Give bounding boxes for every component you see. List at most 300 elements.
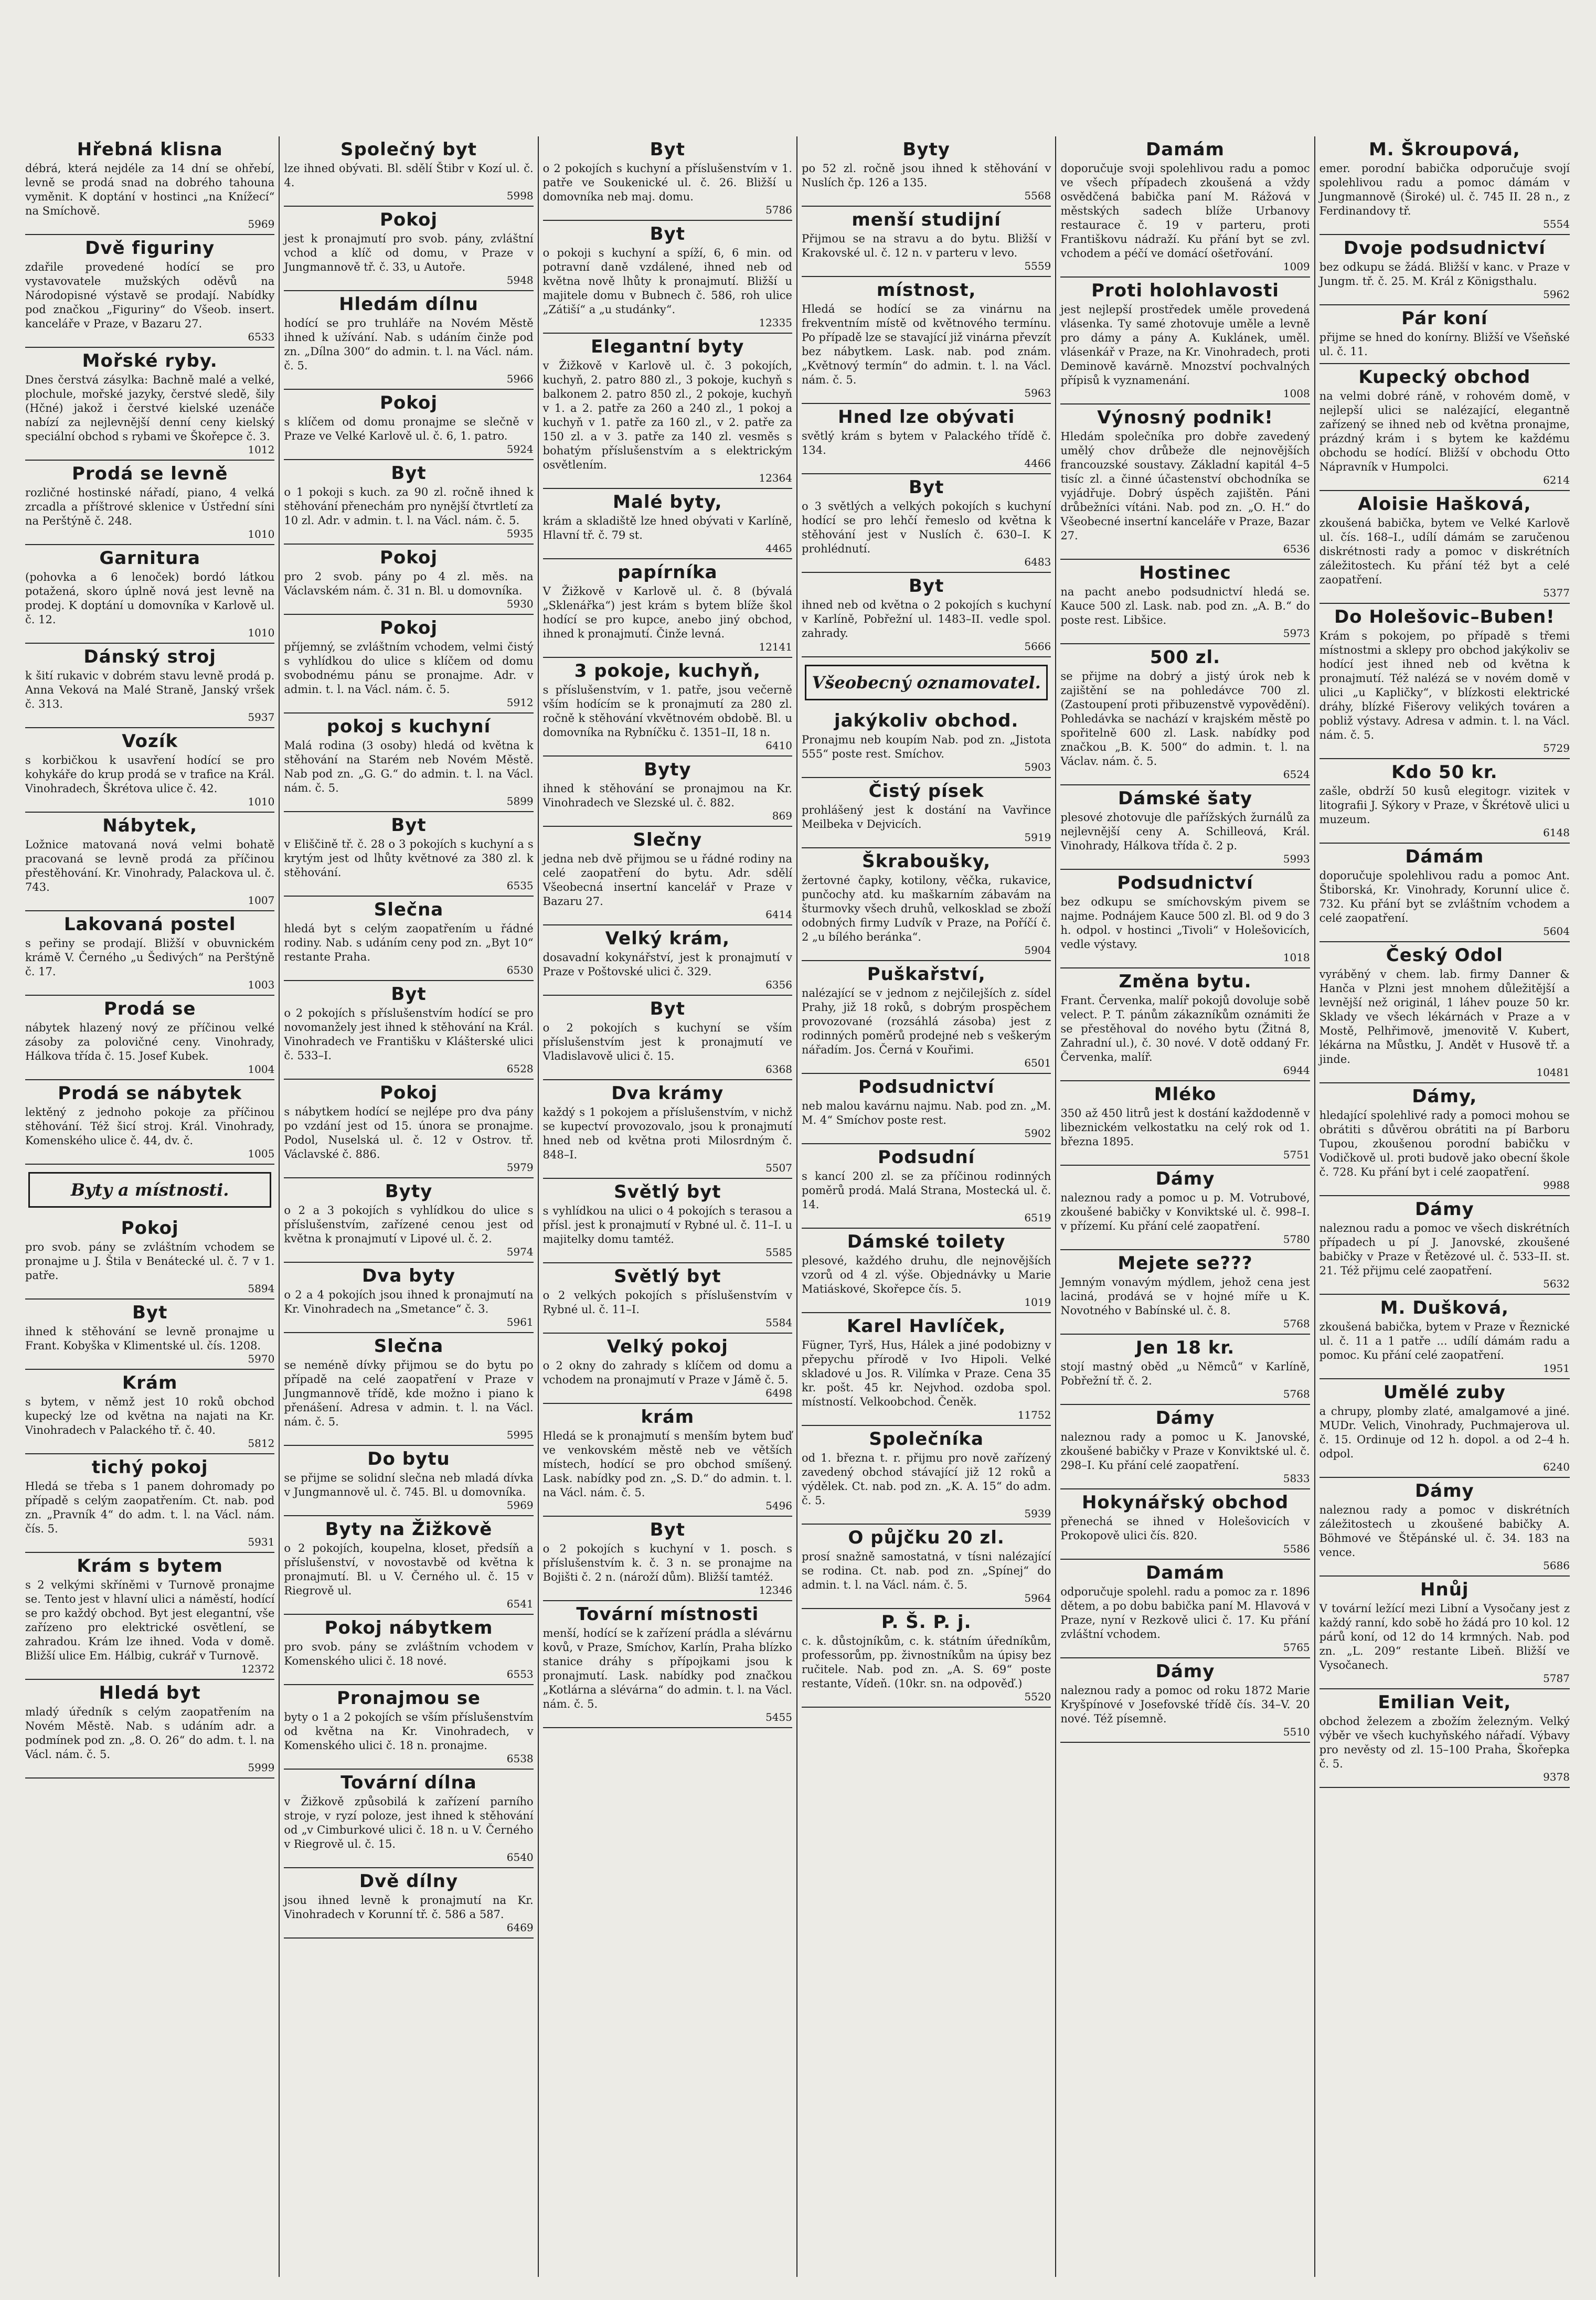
ad-body: lze ihned obývati. Bl. sdělí Štibr v Kozí ul. č. 4.	[284, 162, 534, 189]
ad-heading: Jen 18 kr.	[1135, 1337, 1235, 1358]
ad-code: 5962	[1543, 288, 1570, 301]
classified-ad	[25, 235, 274, 348]
classified-ad	[1060, 560, 1310, 644]
classified-ad	[284, 1868, 533, 1939]
ad-body: žertovné čapky, kotilony, věčka, rukavice, punčochy atd. ku maškarním zábavám na šturmovky všech druhů, velkosklad se zboží odobných firmy Ludvík v Praze, na Poříčí č. 2 „u bílého beránka“.	[802, 874, 1051, 943]
ad-code: 9988	[1543, 1179, 1570, 1191]
ad-code: 5904	[1024, 944, 1051, 956]
ad-heading: Byty	[385, 1181, 433, 1202]
ad-code: 5604	[1543, 925, 1570, 938]
ad-code: 5666	[1024, 640, 1051, 653]
classified-ad	[1060, 644, 1310, 785]
classified-ad	[1320, 844, 1570, 942]
ad-heading: Byt	[908, 576, 944, 597]
classified-ad	[802, 1144, 1051, 1229]
ad-body: naleznou rady a pomoc u p. M. Votrubové, zkoušené babičky v Konviktské ul. č. 998–I. v přízemí. Ku přání celé zaopatření.	[1060, 1191, 1310, 1232]
ad-code: 6528	[506, 1062, 534, 1075]
classified-ad	[543, 925, 792, 996]
ad-heading: Dánský stroj	[83, 646, 216, 667]
ad-heading: Hostinec	[1139, 562, 1231, 583]
ad-heading: Prodá se nábytek	[58, 1083, 242, 1104]
ad-code: 5970	[248, 1353, 275, 1365]
ad-heading: Byty na Žižkově	[325, 1519, 493, 1540]
ad-code: 5765	[1283, 1641, 1310, 1654]
ad-code: 5768	[1283, 1388, 1310, 1400]
ad-body: ihned neb od května o 2 pokojích s kuchyní v Karlíně, Pobřežní ul. 1483–II. vedle spol. zahrady.	[802, 599, 1051, 640]
ad-body: světlý krám s bytem v Palackého třídě č. 134.	[802, 430, 1051, 456]
classified-ad	[284, 1770, 533, 1868]
ad-heading: Byt	[391, 984, 427, 1005]
classified-ad	[284, 1615, 533, 1685]
classified-ad	[543, 1404, 792, 1517]
ad-body: prosí snažně samostatná, v tísni nalézající se rodina. Ct. nab. pod zn. „Spínej“ do admin. t. l. na Václ. nám. č. 5.	[802, 1550, 1051, 1591]
column-2	[280, 136, 538, 2277]
classified-ad	[25, 136, 274, 235]
classified-ad	[1320, 1196, 1570, 1295]
ad-code: 10481	[1536, 1066, 1570, 1079]
ad-body: o 2 pokojích s kuchyní se vším příslušenstvím jest k pronajmutí ve Vladislavově ulici č. 15.	[542, 1021, 792, 1062]
ad-code: 5902	[1024, 1127, 1051, 1140]
ad-body: zašle, obdrží 50 kusů elegitogr. vizitek v litografii J. Sýkory v Praze, v Škrétově ulici u muzeum.	[1319, 785, 1570, 826]
ad-code: 5554	[1543, 218, 1570, 230]
ad-code: 12372	[241, 1663, 275, 1675]
ad-body: od 1. března t. r. přijmu pro nově zařízený zavedený obchod stávající již 12 roků a výdělek. Ct. nab. pod zn. „K. A. 15“ do adm. č. 5.	[802, 1452, 1051, 1507]
classified-ad	[1060, 278, 1310, 404]
ad-body: na velmi dobré ráně, v rohovém domě, v nejlepší ulici se nalézající, elegantně zařízený se ihned neb od května pronajme, prázdný krám i s bytem ke každému obchodu se hodící. Bližší v obchodu Otto Nápravník v Humpolci.	[1319, 390, 1570, 473]
ad-heading: Podsudnictví	[858, 1077, 995, 1098]
classified-ad	[1320, 1379, 1570, 1478]
ad-code: 1007	[248, 894, 275, 907]
ad-heading: Prodá se levně	[71, 463, 228, 484]
ad-heading: Byt	[908, 477, 944, 498]
ad-code: 4466	[1024, 457, 1051, 470]
ad-code: 5507	[765, 1162, 792, 1174]
classified-ad	[284, 136, 533, 207]
ad-heading: Mejete se???	[1118, 1253, 1253, 1274]
ad-body: v Žižkově způsobilá k zařízení parního stroje, v ryzí poloze, jest ihned k stěhování od „v Cimburkové ulici č. 18 n. u V. Černého v Riegrově ul. č. 15.	[284, 1795, 534, 1850]
ad-code: 6541	[506, 1598, 534, 1610]
classified-ad	[284, 207, 533, 291]
ad-body: (pohovka a 6 lenoček) bordó látkou potažená, skoro úplně nová jest levně na prodej. K doptání u domovníka v Karlově ul. č. 12.	[25, 571, 275, 626]
ad-heading: Dámské šaty	[1118, 788, 1252, 809]
ad-heading: Podsudnictví	[1117, 872, 1253, 893]
ad-heading: Společný byt	[340, 139, 477, 160]
ad-code: 6519	[1024, 1211, 1051, 1224]
classified-ad	[1320, 1478, 1570, 1577]
ad-heading: Dámy	[1155, 1661, 1215, 1682]
ad-body: naleznou rady a pomoc od roku 1872 Marie Kryšpínové v Josefovské třídě čís. 34–V. 20 nové. Též písemně.	[1060, 1684, 1310, 1725]
classified-ad	[284, 1685, 533, 1770]
ad-heading: Slečna	[374, 1336, 444, 1357]
ad-body: jest nejlepší prostředek uměle provedená vlásenka. Ty samé zhotovuje uměle a levně pro dámy a pány A. Kuklánek, uměl. vlásenkář v Praze, na Kr. Vinohradech, proti Deminově kavárně. Mnozství pochvalných přípisů k vyznamenání.	[1060, 303, 1310, 387]
ad-body: o pokoji s kuchyní a spíží, 6, 6 min. od potravní daně vzdálené, ihned neb od května nově lhůty k pronajmutí. Bližší u majitele domu v Bubnech č. 586, roh ulice „Zátiší“ a „u studánky“.	[542, 247, 792, 316]
ad-body: Hledám společníka pro dobře zavedený umělý chov drůbeže dle nejnovějších francouzské soustavy. Základní kapitál 4–5 tisíc zl. a činné účastenství obchodníka se vyjádřuje. Dobrý úspěch zajištěn. Páni drůbežníci vítáni. Nab. pod zn. „O. H.“ do Všeobecné insertní kanceláře v Praze, Bazar 27.	[1060, 430, 1310, 542]
ad-code: 5568	[1024, 189, 1051, 202]
ad-body: pro 2 svob. pány po 4 zl. měs. na Václavském nám. č. 31 n. Bl. u domovníka.	[284, 570, 534, 597]
ad-body: přijme se hned do konírny. Bližší ve Všeňské ul. č. 11.	[1319, 331, 1570, 358]
ad-code: 12141	[759, 641, 792, 653]
classified-ad	[1060, 1489, 1310, 1560]
ad-heading: Elegantní byty	[591, 336, 744, 357]
ad-code: 5995	[506, 1429, 534, 1441]
ad-heading: Kupecký obchod	[1358, 367, 1531, 388]
ad-code: 5993	[1283, 853, 1310, 865]
ad-heading: krám	[641, 1407, 695, 1428]
classified-ad	[25, 348, 274, 461]
ad-body: každý s 1 pokojem a příslušenstvím, v nichž se kupectví provozovalo, jsou k pronajmutí hned neb od května proti Milosrdným č. 848–I.	[542, 1106, 792, 1161]
classified-ad	[25, 996, 274, 1080]
ad-code: 12364	[759, 472, 792, 484]
ad-code: 5833	[1283, 1472, 1310, 1485]
ad-heading: Světlý byt	[614, 1266, 721, 1287]
ad-body: o 3 světlých a velkých pokojích s kuchyní hodící se pro lehčí řemeslo od května k stěhování jest v Nuslích č. 630–I. K prohlédnutí.	[802, 500, 1051, 555]
ad-heading: Hnůj	[1420, 1579, 1469, 1600]
classified-ad	[284, 897, 533, 981]
ad-heading: Byt	[650, 1519, 685, 1540]
ad-body: Přijmou se na stravu a do bytu. Bližší v Krakovské ul. č. 12 n. v parteru v levo.	[802, 232, 1051, 259]
ad-heading: Do Holešovic–Buben!	[1334, 606, 1555, 627]
ad-body: k šití rukavic v dobrém stavu levně prodá p. Anna Veková na Malé Straně, Janský vršek č. 313.	[25, 669, 275, 710]
classified-ad	[284, 812, 533, 897]
ad-heading: Tovární dílna	[341, 1772, 477, 1793]
ad-code: 1018	[1283, 951, 1310, 964]
ad-code: 9378	[1543, 1771, 1570, 1783]
ad-heading: Hned lze obývati	[838, 407, 1015, 428]
ad-code: 6533	[248, 331, 275, 343]
ad-code: 5899	[506, 795, 534, 807]
classified-ad	[1320, 759, 1570, 844]
ad-code: 1012	[248, 443, 275, 456]
ad-body: V tovární ležící mezi Libní a Vysočany jest z každý ranní, kdo sobě ho žádá pro 10 kol. 12 párů koní, od 12 do 14 krmných. Nab. pod zn. „L. 209“ restante Libeň. Bližší ve Vysočanech.	[1319, 1602, 1570, 1671]
classified-ad	[543, 658, 792, 757]
ad-code: 6483	[1024, 556, 1051, 568]
classified-ad	[284, 1446, 533, 1516]
classified-ad	[1320, 305, 1570, 364]
ad-body: Malá rodina (3 osoby) hledá od května k stěhování na Starém neb Novém Městě. Nab pod zn. „G. G.“ do admin. t. l. na Václ. nám. č. 5.	[284, 739, 534, 794]
ad-heading: Dámy	[1155, 1168, 1215, 1189]
ad-code: 6944	[1283, 1064, 1310, 1077]
ad-heading: Garnitura	[99, 548, 200, 569]
ad-body: hledající spolehlivé rady a pomoci mohou se obrátiti s důvěrou obrátiti na pí Barboru Tupou, zkoušenou porodní babičku v Vodičkově ul. proti budově jako obecní škole č. 728. Ku přání byt i celé zaopatření.	[1319, 1109, 1570, 1178]
ad-heading: Dámy	[1155, 1408, 1215, 1429]
ad-code: 5963	[1024, 387, 1051, 399]
classified-ad	[802, 277, 1051, 404]
ad-body: s kancí 200 zl. se za příčinou rodinných poměrů prodá. Malá Strana, Mostecká ul. č. 14.	[802, 1170, 1051, 1211]
classified-ad	[1320, 1577, 1570, 1689]
ad-heading: Pokoj	[379, 617, 438, 638]
ad-code: 6410	[765, 739, 792, 752]
classified-ad	[543, 559, 792, 658]
classified-ad	[543, 1517, 792, 1601]
ad-heading: Pokoj	[379, 392, 438, 413]
classified-ad	[802, 778, 1051, 848]
ad-heading: M. Dušková,	[1380, 1297, 1509, 1318]
classified-ad	[25, 545, 274, 644]
ad-heading: Hledá byt	[99, 1683, 201, 1703]
ad-body: o 2 pokojích s kuchyní a příslušenstvím v 1. patře ve Soukenické ul. č. 26. Bližší u domovníka neb maj. domu.	[542, 162, 792, 203]
classified-ad	[1060, 1166, 1310, 1250]
ad-heading: Byt	[132, 1302, 168, 1323]
ad-body: o 2 pokojích, koupelna, kloset, předsíň a příslušenství, v novostavbě od května k pronajmutí. Bl. u V. Černého ul. č. 15 v Riegrově ul.	[284, 1542, 534, 1597]
classified-ad	[1060, 1250, 1310, 1335]
ad-code: 6553	[506, 1668, 534, 1680]
ad-body: naleznou rady a pomoc v diskrétních záležitostech u zkoušené babičky A. Böhmové ve Štěpánské ul. č. 34. 183 na vence.	[1319, 1504, 1570, 1559]
ad-body: krám a skladiště lze hned obývati v Karlíně, Hlavní tř. č. 79 st.	[542, 515, 792, 541]
ad-heading: Světlý byt	[614, 1181, 721, 1202]
ad-body: Krám s pokojem, po případě s třemi místnostmi a sklepy pro obchod jakýkoliv se hodící jest ihned neb od května k pronajmutí. Též nalézá se v novém domě v ulici „u Kapličky“, v blízkosti elektrické dráhy, blízké Fišerovy velikých továren a pobliž výstavy. Adresa v admin. t. l. na Václ. nám. č. 5.	[1319, 630, 1570, 741]
ad-code: 6414	[765, 908, 792, 921]
ad-heading: Karel Havlíček,	[847, 1316, 1006, 1337]
newspaper-page	[21, 136, 1574, 2277]
ad-heading: Emilian Veit,	[1378, 1692, 1512, 1713]
ad-heading: Byty	[902, 139, 950, 160]
ad-code: 5930	[506, 598, 534, 610]
ad-body: byty o 1 a 2 pokojích se vším příslušenstvím od května na Kr. Vinohradech, v Komenského ulici č. 18 n. pronajme.	[284, 1711, 534, 1752]
ad-heading: P. Š. P. j.	[881, 1612, 972, 1633]
ad-code: 5964	[1024, 1592, 1051, 1604]
ad-heading: 3 pokoje, kuchyň,	[574, 661, 761, 682]
ad-code: 5520	[1024, 1690, 1051, 1703]
ad-body: jest k pronajmutí pro svob. pány, zvláštní vchod a klíč od domu, v Praze v Jungmannově tř. č. 33, u Autoře.	[284, 232, 534, 273]
classified-ad	[802, 1074, 1051, 1144]
ad-body: hodící se pro truhláře na Novém Městě ihned k užívání. Nab. s udáním činže pod zn. „Dílna 300“ do admin. t. l. na Václ. nám. č. 5.	[284, 317, 534, 372]
classified-ad	[543, 334, 792, 489]
classified-ad	[25, 644, 274, 728]
ad-body: pro svob. pány se zvláštním vchodem v Komenského ulici č. 18 nové.	[284, 1641, 534, 1667]
classified-ad	[802, 708, 1051, 778]
ad-code: 5455	[765, 1711, 792, 1723]
classified-ad	[25, 1370, 274, 1454]
classified-ad	[802, 573, 1051, 657]
ad-body: o 2 a 3 pokojích s vyhlídkou do ulice s příslušenstvím, zařízené cenou jest od května k pronajmutí v Lipové ul. č. 2.	[284, 1204, 534, 1245]
ad-code: 5979	[506, 1161, 534, 1174]
ad-body: naleznou rady a pomoc u K. Janovské, zkoušené babičky v Praze v Konviktské ul. č. 298–I. Ku přání celé zaopatření.	[1060, 1431, 1310, 1472]
ad-code: 5969	[248, 218, 275, 230]
ad-code: 12335	[759, 316, 792, 329]
ad-code: 1019	[1024, 1296, 1051, 1308]
ad-heading: Pokoj nábytkem	[324, 1617, 493, 1638]
classified-ad	[802, 1525, 1051, 1609]
ad-body: o 2 okny do zahrady s klíčem od domu a vchodem na pronajmutí v Praze v Jámě č. 5.	[542, 1359, 792, 1386]
ad-heading: Dámy,	[1412, 1086, 1477, 1107]
ad-heading: Dámám	[1405, 846, 1484, 867]
ad-body: o 2 a 4 pokojích jsou ihned k pronajmutí na Kr. Vinohradech na „Smetance“ č. 3.	[284, 1289, 534, 1315]
classified-ad	[1320, 491, 1570, 604]
ad-body: přenechá se ihned v Holešovicích v Prokopově ulici čís. 820.	[1060, 1515, 1310, 1542]
ad-heading: Prodá se	[103, 998, 196, 1019]
ad-heading: Podsudní	[878, 1147, 975, 1168]
ad-heading: menší studijní	[852, 209, 1001, 230]
ad-heading: Umělé zuby	[1383, 1382, 1506, 1403]
ad-body: ihned k stěhování se levně pronajme u Frant. Kobyška v Klimentské ul. čís. 1208.	[25, 1325, 275, 1352]
ad-body: o 2 pokojích s příslušenstvím hodící se pro novomanžely jest ihned k stěhování na Král. Vinohradech ve Františku v Klášterské ulici č. 533–I.	[284, 1007, 534, 1062]
ad-heading: Společníka	[869, 1429, 984, 1450]
ad-code: 1003	[248, 978, 275, 991]
classified-ad	[543, 1263, 792, 1334]
classified-ad	[802, 207, 1051, 277]
ad-code: 5585	[765, 1246, 792, 1259]
classified-ad	[802, 961, 1051, 1074]
ad-code: 5931	[248, 1536, 275, 1548]
classified-ad	[1320, 1689, 1570, 1788]
ad-body: Frant. Červenka, malíř pokojů dovoluje sobě velect. P. T. pánům zákazníkům oznámiti že se přestěhoval do nového bytu (Žitná 8, Zahradní ul.), č. 30 nové. V dotě oddaný Fr. Červenka, malíř.	[1060, 994, 1310, 1063]
ad-code: 5751	[1283, 1148, 1310, 1161]
classified-ad	[284, 1516, 533, 1615]
ad-heading: Pokoj	[379, 209, 438, 230]
ad-code: 6214	[1543, 474, 1570, 486]
ad-body: o 2 velkých pokojích s příslušenstvím v Rybné ul. č. 11–I.	[542, 1289, 792, 1316]
ad-body: lektěný z jednoho pokoje za příčinou stěhování. Též šicí stroj. Král. Vinohrady, Komenského ulice č. 44, dv. č.	[25, 1106, 275, 1147]
classified-ad	[802, 1229, 1051, 1313]
ad-code: 6148	[1543, 826, 1570, 839]
classified-ad	[543, 1334, 792, 1404]
classified-ad	[25, 1553, 274, 1680]
ad-heading: Byt	[391, 463, 427, 484]
ad-body: jedna neb dvě přijmou se u řádné rodiny na celé zaopatření do bytu. Adr. sdělí Všeobecná insertní kancelář v Praze v Bazaru 27.	[542, 853, 792, 908]
ad-heading: Malé byty,	[613, 492, 722, 513]
classified-ad	[1320, 942, 1570, 1083]
classified-ad	[543, 136, 792, 221]
ad-code: 6469	[506, 1921, 534, 1934]
ad-body: ihned k stěhování se pronajmou na Kr. Vinohradech ve Slezské ul. č. 882.	[542, 782, 792, 809]
classified-ad	[1320, 364, 1570, 491]
ad-heading: Vozík	[122, 731, 178, 752]
classified-ad	[1060, 870, 1310, 968]
ad-heading: Krám s bytem	[77, 1556, 223, 1577]
ad-body: stojí mastný oběd „u Němců“ v Karlíně, Pobřežní tř. č. 2.	[1060, 1360, 1310, 1387]
ad-body: dosavadní kokynářství, jest k pronajmutí v Praze v Poštovské ulici č. 329.	[542, 951, 792, 978]
classified-ad	[1060, 1405, 1310, 1489]
ad-heading: pokoj s kuchyní	[326, 716, 491, 737]
ad-code: 5919	[1024, 831, 1051, 844]
ad-heading: M. Škroupová,	[1368, 139, 1520, 160]
ad-body: a chrupy, plomby zlaté, amalgamové a jiné. MUDr. Velich, Vinohrady, Puchmajerova ul. č. 15. Ordinuje od 12 h. dopol. a od 2–4 h. odpol.	[1319, 1405, 1570, 1460]
ad-body: Dnes čerstvá zásylka: Bachně malé a velké, plochule, mořské jazyky, čerstvé sledě, šily (Hčné) jakož i čerstvé kielské uzenáče nabízí za nejlevnější denní ceny kielský speciální obchod s rybami ve Škořepce č. 3.	[25, 374, 275, 443]
ad-heading: Velký pokoj	[607, 1336, 728, 1357]
classified-ad	[284, 390, 533, 460]
ad-body: Hledá se hodící se za vinárnu na frekventním místě od květnového termínu. Po případě lze se stavající již vinárna převzít bez nábytkem. Lask. nab. pod znám. „Květnový termín“ do admin. t. l. na Václ. nám. č. 5.	[802, 303, 1051, 386]
classified-ad	[1060, 1081, 1310, 1166]
ad-body: zkoušená babička, bytem v Praze v Řeznické ul. č. 11 a 1 patře ... udílí dámám radu a pomoc. Ku přání celé zaopatření.	[1319, 1321, 1570, 1361]
classified-ad	[1060, 1560, 1310, 1658]
section-box-heading: Všeobecný oznamovatel.	[805, 665, 1048, 700]
section-box-heading: Byty a místnosti.	[28, 1172, 271, 1208]
ad-heading: Byt	[650, 223, 685, 244]
ad-body: odporučuje spolehl. radu a pomoc za r. 1896 dětem, a po dobu babička paní M. Hlavová v Praze, nyní v Rezkově ulici č. 17. Ku přání zvláštní vchodem.	[1060, 1585, 1310, 1641]
ad-heading: O půjčku 20 zl.	[848, 1527, 1005, 1548]
classified-ad	[25, 1680, 274, 1779]
ad-body: s klíčem od domu pronajme se slečně v Praze ve Velké Karlově ul. č. 6, 1. patro.	[284, 416, 534, 442]
ad-code: 5584	[765, 1316, 792, 1329]
ad-code: 5969	[506, 1499, 534, 1511]
ad-body: zkoušená babička, bytem ve Velké Karlově ul. čís. 168–I., udílí dámám se zaručenou diskrétnosti rady a pomoc v diskrétních záležitostech. Ku přání též byt a celé zaopatření.	[1319, 517, 1570, 586]
ad-body: bez odkupu se smíchovským pivem se najme. Podnájem Kauce 500 zl. Bl. od 9 do 3 h. odpol. v hostinci „Tivoli“ v Holešovicích, vedle výstavy.	[1060, 896, 1310, 951]
ad-body: obchod železem a zbožím železným. Velký výběr ve všech kuchyňského nářadí. Výbavy pro nevěsty od zl. 15–100 Praha, Škořepka č. 5.	[1319, 1715, 1570, 1770]
ad-heading: Pokoj	[379, 1082, 438, 1103]
ad-body: rozličné hostinské nářadí, piano, 4 velká zrcadla a příštrové sklenice v Ústřední síni na Perštýně č. 248.	[25, 486, 275, 527]
classified-ad	[1320, 1295, 1570, 1379]
ad-heading: papírníka	[618, 562, 718, 583]
ad-body: s peřiny se prodají. Bližší v obuvnickém krámě V. Černého „u Šedivých“ na Perštýně č. 17.	[25, 937, 275, 978]
ad-code: 1009	[1283, 260, 1310, 273]
ad-heading: Dvoje podsudnictví	[1343, 238, 1546, 259]
ad-code: 11752	[1017, 1409, 1051, 1421]
classified-ad	[802, 1426, 1051, 1525]
ad-code: 6498	[765, 1387, 792, 1399]
ad-code: 6538	[506, 1752, 534, 1765]
ad-body: jsou ihned levně k pronajmutí na Kr. Vinohradech v Korunní tř. č. 586 a 587.	[284, 1894, 534, 1921]
ad-heading: Damám	[1146, 139, 1225, 160]
classified-ad	[25, 1080, 274, 1165]
ad-code: 5924	[506, 443, 534, 455]
ad-body: s bytem, v němž jest 10 roků obchod kupecký lze od května na najati na Kr. Vinohradech v Palackého tř. č. 40.	[25, 1396, 275, 1436]
ad-body: V Žižkově v Karlově ul. č. 8 (bývalá „Sklenářka“) jest krám s bytem blíže škol hodící se pro kupce, anebo jiný obchod, ihned k pronajmutí. Činže levná.	[542, 585, 792, 640]
classified-ad	[543, 827, 792, 925]
ad-heading: Výnosný podnik!	[1097, 407, 1273, 428]
ad-body: zdařile provedené hodící se pro vystavovatele mužských oděvů na Národopisné výstavě se prodají. Nabídky pod značkou „Figuriny“ do Všeob. insert. kanceláře v Praze, v Bazaru 27.	[25, 261, 275, 330]
ad-code: 1008	[1283, 387, 1310, 400]
ad-body: pro svob. pány se zvláštním vchodem se pronajme u J. Štila v Benátecké ul. č. 7 v 1. patře.	[25, 1241, 275, 1282]
classified-ad	[25, 728, 274, 813]
ad-heading: Lakovaná postel	[63, 914, 236, 935]
ad-heading: Škraboušky,	[862, 851, 991, 872]
classified-ad	[284, 1178, 533, 1263]
ad-code: 6536	[1283, 542, 1310, 555]
ad-heading: Nábytek,	[102, 815, 198, 836]
ad-code: 5999	[248, 1761, 275, 1774]
classified-ad	[1320, 1083, 1570, 1196]
ad-body: plesové zhotovuje dle pařížských žurnálů za nejlevnější ceny A. Schilleová, Král. Vinohrady, Hálkova třída č. 2 p.	[1060, 811, 1310, 852]
ad-heading: Změna bytu.	[1119, 971, 1252, 992]
ad-heading: Puškařství,	[867, 964, 986, 985]
classified-ad	[25, 1300, 274, 1370]
ad-heading: Proti holohlavosti	[1091, 280, 1279, 301]
ad-heading: Aloisie Hašková,	[1358, 494, 1531, 515]
ad-code: 5948	[506, 274, 534, 286]
ad-body: prohlášený jest k dostání na Vavřince Meilbeka v Dejvicích.	[802, 804, 1051, 830]
ad-heading: Hokynářský obchod	[1081, 1492, 1289, 1513]
ad-body: hledá byt s celým zaopatřením u řádné rodiny. Nab. s udáním ceny pod zn. „Byt 10“ restante Praha.	[284, 922, 534, 963]
ad-body: plesové, každého druhu, dle nejnovějších vzorů od 4 zl. výše. Objednávky u Marie Matiáskové, Skořepce čís. 5.	[802, 1254, 1051, 1295]
ad-code: 1010	[248, 528, 275, 540]
ad-body: Pronajmu neb koupím Nab. pod zn. „Jistota 555“ poste rest. Smíchov.	[802, 733, 1051, 760]
classified-ad	[284, 981, 533, 1080]
ad-code: 5780	[1283, 1233, 1310, 1245]
ad-code: 5937	[248, 711, 275, 723]
ad-code: 6540	[506, 1851, 534, 1864]
ad-code: 5768	[1283, 1317, 1310, 1330]
classified-ad	[1320, 604, 1570, 759]
ad-heading: Pronajmou se	[337, 1688, 481, 1709]
ad-code: 1005	[248, 1147, 275, 1160]
ad-heading: Mořské ryby.	[82, 350, 218, 371]
ad-body: Hledá se třeba s 1 panem dohromady po případě s celým zaopatřením. Ct. nab. pod zn. „Pravník 4“ do adm. t. l. na Václ. nám. čís. 5.	[25, 1480, 275, 1535]
ad-body: v Žižkově v Karlově ul. č. 3 pokojích, kuchyň, 2. patro 880 zl., 3 pokoje, kuchyň s balkonem 2. patro 850 zl., 2 pokoje, kuchyň v 1. a 2. patře za 260 a 240 zl., 1 pokoj a kuchyň v 1. patře za 160 zl., v 2. patře za 150 zl. a v 3. patře za 140 zl. vesměs s bohatým příslušenstvím a s elektrickým osvětlením.	[542, 359, 792, 471]
ad-heading: Do bytu	[367, 1449, 450, 1470]
classified-ad	[1060, 785, 1310, 870]
classified-ad	[1320, 136, 1570, 235]
column-6	[1315, 136, 1574, 2277]
ad-heading: místnost,	[876, 280, 976, 301]
classified-ad	[802, 848, 1051, 961]
ad-code: 5973	[1283, 627, 1310, 640]
ad-heading: Pokoj	[121, 1218, 179, 1239]
ad-code: 5787	[1543, 1672, 1570, 1685]
classified-ad	[543, 489, 792, 559]
ad-body: 350 až 450 litrů jest k dostání každodenně v libeznickém velkostatku na celý rok od 1. března 1895.	[1060, 1107, 1310, 1148]
ad-code: 5586	[1283, 1542, 1310, 1555]
ad-heading: jakýkoliv obchod.	[834, 710, 1019, 731]
